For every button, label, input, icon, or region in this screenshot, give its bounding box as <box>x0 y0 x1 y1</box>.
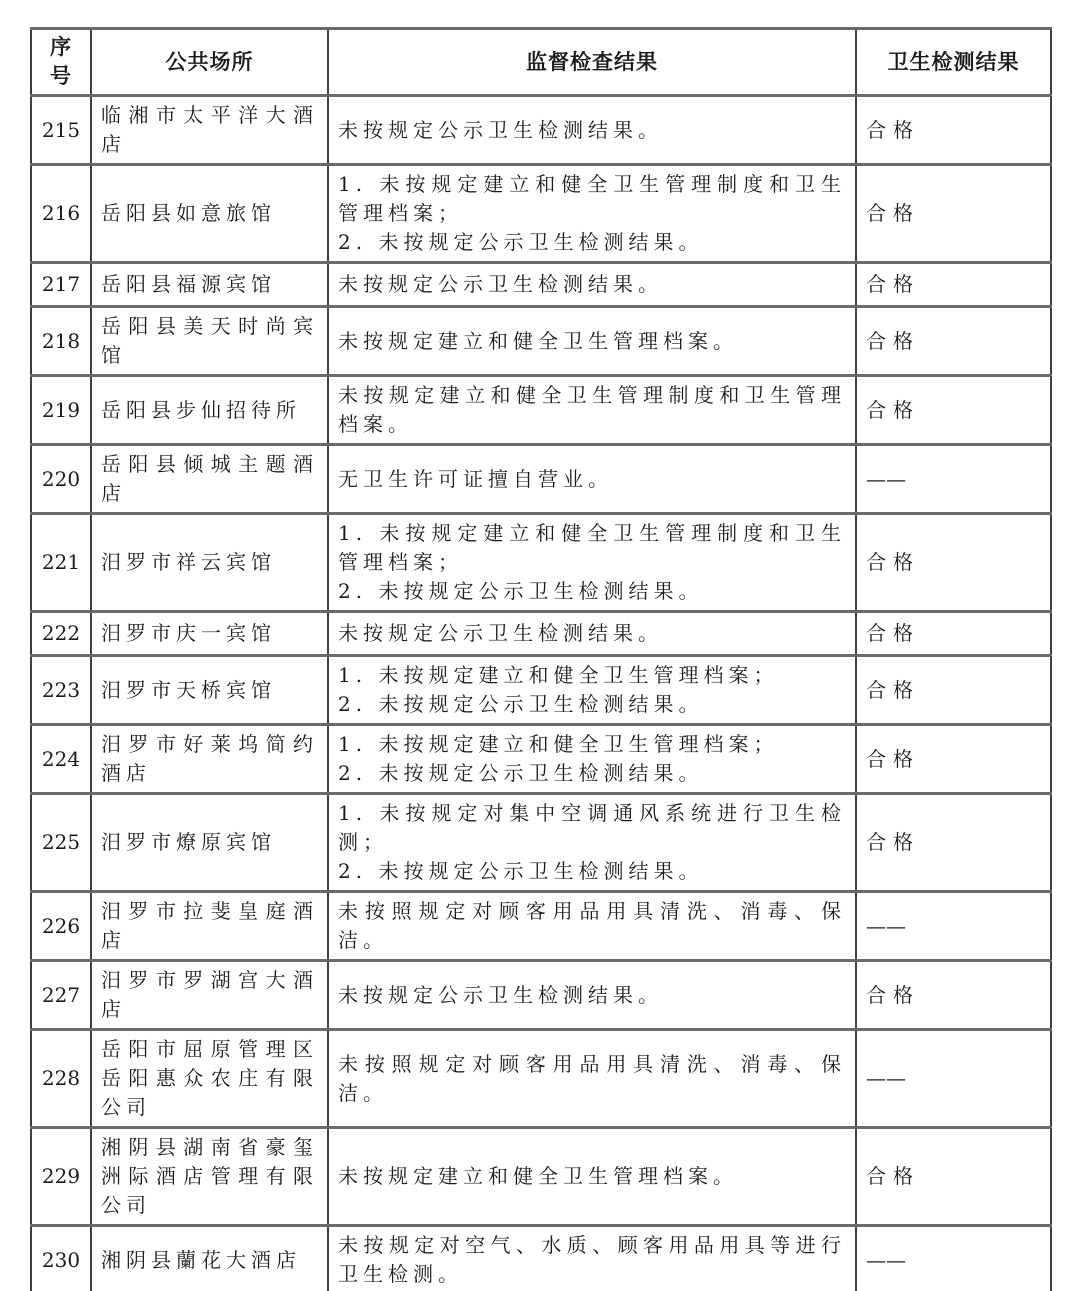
row-number-cell: 226 <box>31 892 91 961</box>
inspection-result-cell <box>328 376 856 445</box>
test-result-cell: 合格 <box>856 961 1051 1030</box>
row-number-cell: 229 <box>31 1128 91 1226</box>
test-result-cell: —— <box>856 1030 1051 1128</box>
test-result-cell: 合格 <box>856 165 1051 263</box>
header-row <box>31 29 1051 96</box>
result-line: 未按照规定对顾客用品用具清洗、消毒、保洁。 <box>338 899 846 952</box>
place-cell: 汨罗市拉斐皇庭酒店 <box>91 892 328 961</box>
test-result-cell: 合格 <box>856 307 1051 376</box>
inspection-table <box>30 27 1052 1291</box>
inspection-result-cell <box>328 514 856 612</box>
result-line: 未按规定建立和健全卫生管理制度和卫生管理档案。 <box>338 383 846 436</box>
test-result-cell: 合格 <box>856 794 1051 892</box>
place-cell: 汨罗市祥云宾馆 <box>91 514 328 612</box>
place-cell: 岳阳县步仙招待所 <box>91 376 328 445</box>
table-row <box>31 794 1051 892</box>
inspection-result-cell <box>328 445 856 514</box>
result-line: 1. 未按规定建立和健全卫生管理档案； <box>338 732 779 756</box>
col-header-supervision-result: 监督检查结果 <box>328 29 856 96</box>
inspection-result-cell <box>328 1226 856 1291</box>
inspection-result-cell <box>328 656 856 725</box>
result-line: 2. 未按规定公示卫生检测结果。 <box>338 579 704 603</box>
table-row <box>31 1030 1051 1128</box>
result-line: 无卫生许可证擅自营业。 <box>338 466 613 491</box>
test-result-cell: 合格 <box>856 376 1051 445</box>
test-result-cell: 合格 <box>856 612 1051 656</box>
result-line: 1. 未按规定建立和健全卫生管理制度和卫生管理档案； <box>338 172 846 225</box>
result-line: 未按规定对空气、水质、顾客用品用具等进行卫生检测。 <box>338 1233 846 1286</box>
result-line: 未按规定公示卫生检测结果。 <box>338 982 663 1007</box>
place-cell: 汨罗市天桥宾馆 <box>91 656 328 725</box>
table-row <box>31 1226 1051 1291</box>
test-result-cell: —— <box>856 1226 1051 1291</box>
col-header-serial-number: 序号 <box>31 29 91 96</box>
table-row <box>31 1128 1051 1226</box>
inspection-result-cell <box>328 1030 856 1128</box>
place-cell: 岳阳市屈原管理区岳阳惠众农庄有限公司 <box>91 1030 328 1128</box>
place-cell: 岳阳县福源宾馆 <box>91 263 328 307</box>
result-line: 2. 未按规定公示卫生检测结果。 <box>338 230 704 254</box>
table-row <box>31 96 1051 165</box>
result-line: 1. 未按规定建立和健全卫生管理档案； <box>338 663 779 687</box>
result-line: 未按规定公示卫生检测结果。 <box>338 117 663 142</box>
table-row <box>31 961 1051 1030</box>
result-line: 未按照规定对顾客用品用具清洗、消毒、保洁。 <box>338 1051 846 1105</box>
place-cell: 汨罗市罗湖宫大酒店 <box>91 961 328 1030</box>
inspection-result-cell <box>328 307 856 376</box>
row-number-cell: 215 <box>31 96 91 165</box>
test-result-cell: 合格 <box>856 514 1051 612</box>
inspection-result-cell <box>328 794 856 892</box>
inspection-result-cell <box>328 612 856 656</box>
place-cell: 岳阳县如意旅馆 <box>91 165 328 263</box>
table-row <box>31 165 1051 263</box>
result-line: 2. 未按规定公示卫生检测结果。 <box>338 692 704 716</box>
place-cell: 汨罗市庆一宾馆 <box>91 612 328 656</box>
table-row <box>31 376 1051 445</box>
table-row <box>31 892 1051 961</box>
inspection-result-cell <box>328 725 856 794</box>
result-line: 2. 未按规定公示卫生检测结果。 <box>338 761 704 785</box>
row-number-cell: 219 <box>31 376 91 445</box>
place-cell: 湘阴县蘭花大酒店 <box>91 1226 328 1291</box>
table-row <box>31 445 1051 514</box>
test-result-cell: 合格 <box>856 96 1051 165</box>
row-number-cell: 218 <box>31 307 91 376</box>
inspection-result-cell <box>328 263 856 307</box>
result-line: 未按规定建立和健全卫生管理档案。 <box>338 328 738 353</box>
row-number-cell: 220 <box>31 445 91 514</box>
test-result-cell: —— <box>856 892 1051 961</box>
test-result-cell: 合格 <box>856 725 1051 794</box>
inspection-result-cell <box>328 892 856 961</box>
table-body <box>31 96 1051 1291</box>
row-number-cell: 230 <box>31 1226 91 1291</box>
result-line: 2. 未按规定公示卫生检测结果。 <box>338 859 704 883</box>
row-number-cell: 228 <box>31 1030 91 1128</box>
result-line: 未按规定公示卫生检测结果。 <box>338 272 663 296</box>
table-header <box>31 29 1051 96</box>
col-header-public-place: 公共场所 <box>91 29 328 96</box>
table-row <box>31 656 1051 725</box>
row-number-cell: 223 <box>31 656 91 725</box>
inspection-result-cell <box>328 961 856 1030</box>
result-line: 未按规定公示卫生检测结果。 <box>338 621 663 645</box>
col-header-hygiene-test-result: 卫生检测结果 <box>856 29 1051 96</box>
row-number-cell: 221 <box>31 514 91 612</box>
table-row <box>31 263 1051 307</box>
row-number-cell: 217 <box>31 263 91 307</box>
place-cell: 汨罗市燎原宾馆 <box>91 794 328 892</box>
result-line: 未按规定建立和健全卫生管理档案。 <box>338 1164 738 1188</box>
result-line: 1. 未按规定对集中空调通风系统进行卫生检测； <box>338 801 846 854</box>
test-result-cell: 合格 <box>856 1128 1051 1226</box>
inspection-result-cell <box>328 1128 856 1226</box>
test-result-cell: 合格 <box>856 656 1051 725</box>
inspection-result-cell <box>328 96 856 165</box>
row-number-cell: 222 <box>31 612 91 656</box>
row-number-cell: 227 <box>31 961 91 1030</box>
place-cell: 岳阳县美天时尚宾馆 <box>91 307 328 376</box>
inspection-result-cell <box>328 165 856 263</box>
table-row <box>31 307 1051 376</box>
place-cell: 临湘市太平洋大酒店 <box>91 96 328 165</box>
table-row <box>31 514 1051 612</box>
table-row <box>31 612 1051 656</box>
place-cell: 汨罗市好莱坞简约酒店 <box>91 725 328 794</box>
table-row <box>31 725 1051 794</box>
row-number-cell: 216 <box>31 165 91 263</box>
test-result-cell: 合格 <box>856 263 1051 307</box>
place-cell: 岳阳县倾城主题酒店 <box>91 445 328 514</box>
test-result-cell: —— <box>856 445 1051 514</box>
result-line: 1. 未按规定建立和健全卫生管理制度和卫生管理档案； <box>338 521 846 574</box>
row-number-cell: 224 <box>31 725 91 794</box>
place-cell: 湘阴县湖南省豪玺洲际酒店管理有限公司 <box>91 1128 328 1226</box>
row-number-cell: 225 <box>31 794 91 892</box>
